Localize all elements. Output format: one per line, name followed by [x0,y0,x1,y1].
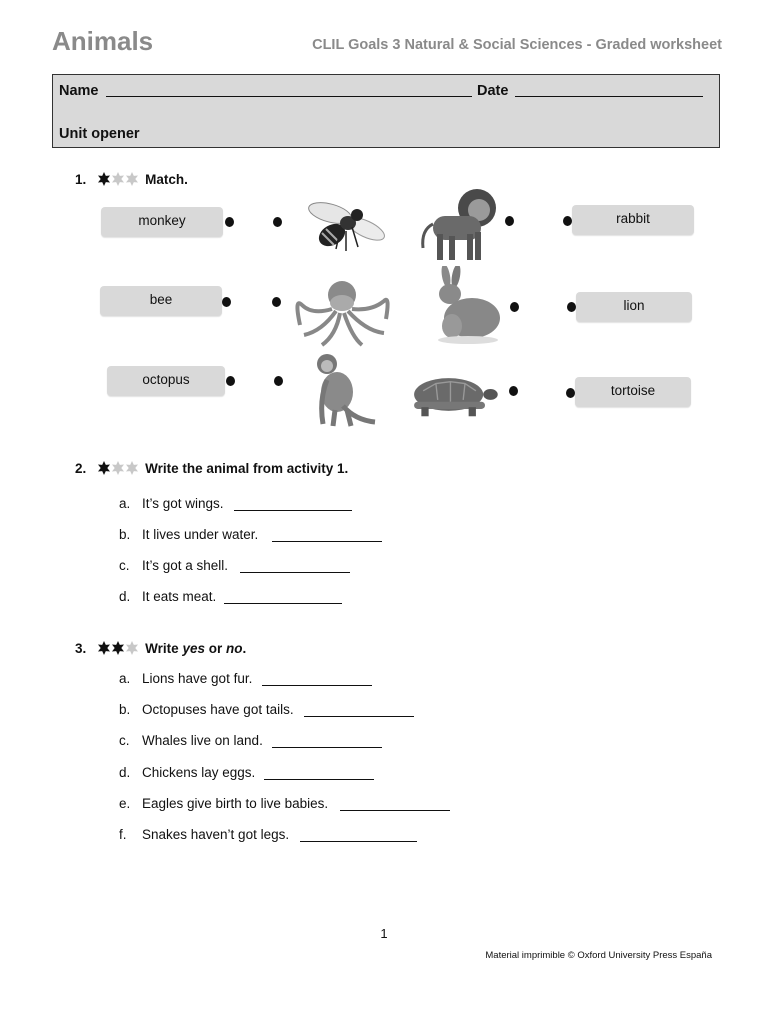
match-dot[interactable] [566,388,575,398]
worksheet-subtitle: CLIL Goals 3 Natural & Social Sciences - Graded worksheet [312,37,722,53]
star-empty-icon [111,172,125,186]
instruction-no: no [225,641,243,656]
word-pill-bee[interactable]: bee [100,286,222,316]
item-letter: b. [119,527,131,542]
lion-picture [415,186,515,264]
match-dot[interactable] [567,302,576,312]
page-number: 1 [380,926,388,941]
word-pill-rabbit[interactable]: rabbit [572,205,694,235]
activity-1-instruction: Match. [145,172,188,187]
bee-picture [300,195,400,273]
match-dot[interactable] [222,297,231,307]
item-letter: a. [119,496,131,511]
item-text: It eats meat. [142,589,217,604]
activity-3-number: 3. [75,641,87,656]
monkey-picture [295,350,395,428]
item-text: Snakes haven’t got legs. [142,827,290,842]
octopus-picture [292,275,392,353]
activity-2-instruction: Write the animal from activity 1. [145,461,349,476]
match-dot[interactable] [272,297,281,307]
item-letter: c. [119,558,130,573]
item-letter: d. [119,765,131,780]
match-dot[interactable] [273,217,282,227]
item-text: It’s got wings. [142,496,224,511]
answer-line[interactable] [264,767,374,780]
word-pill-octopus[interactable]: octopus [107,366,225,396]
match-dot[interactable] [563,216,572,226]
item-letter: a. [119,671,131,686]
item-text: It’s got a shell. [142,558,229,573]
answer-line[interactable] [224,591,342,604]
activity-3-instruction [145,641,246,656]
activity-3-heading [75,640,246,658]
difficulty-stars [97,172,139,186]
item-letter: b. [119,702,131,717]
item-letter: f. [119,827,127,842]
instruction-end: . [242,641,247,656]
answer-line[interactable] [340,798,450,811]
item-letter: c. [119,733,130,748]
star-empty-icon [125,461,139,475]
difficulty-stars [97,641,139,655]
instruction-mid: or [204,641,226,656]
activity-2-heading [75,460,348,478]
tortoise-picture [405,360,505,438]
activity-1-heading [75,171,188,189]
match-dot[interactable] [274,376,283,386]
item-text: Chickens lay eggs. [142,765,256,780]
answer-line[interactable] [300,829,417,842]
activity-1-number: 1. [75,172,87,187]
rabbit-picture [412,266,512,344]
star-empty-icon [125,641,139,655]
item-text: It lives under water. [142,527,259,542]
answer-line[interactable] [262,673,372,686]
instruction-pre: Write [145,641,183,656]
student-info-box [52,74,720,148]
instruction-yes: yes [182,641,205,656]
word-pill-tortoise[interactable]: tortoise [575,377,691,407]
star-filled-icon [97,641,111,655]
item-letter: e. [119,796,131,811]
star-filled-icon [97,461,111,475]
date-label: Date [477,83,509,99]
word-pill-lion[interactable]: lion [576,292,692,322]
activity-2-number: 2. [75,461,87,476]
difficulty-stars [97,461,139,475]
match-dot[interactable] [225,217,234,227]
star-empty-icon [125,172,139,186]
worksheet-title: Animals [52,26,154,56]
item-text: Octopuses have got tails. [142,702,294,717]
star-filled-icon [97,172,111,186]
answer-line[interactable] [240,560,350,573]
answer-line[interactable] [272,735,382,748]
answer-line[interactable] [234,498,352,511]
item-text: Whales live on land. [142,733,263,748]
copyright-notice: Material imprimible © Oxford University Press España [485,950,712,961]
word-pill-monkey[interactable]: monkey [101,207,223,237]
name-line[interactable] [106,84,472,97]
item-text: Lions have got fur. [142,671,253,686]
item-letter: d. [119,589,131,604]
match-dot[interactable] [226,376,235,386]
match-dot[interactable] [509,386,518,396]
unit-label: Unit opener [59,126,140,142]
star-filled-icon [111,641,125,655]
date-line[interactable] [515,84,703,97]
name-label: Name [59,83,99,99]
answer-line[interactable] [304,704,414,717]
answer-line[interactable] [272,529,382,542]
star-empty-icon [111,461,125,475]
item-text: Eagles give birth to live babies. [142,796,329,811]
